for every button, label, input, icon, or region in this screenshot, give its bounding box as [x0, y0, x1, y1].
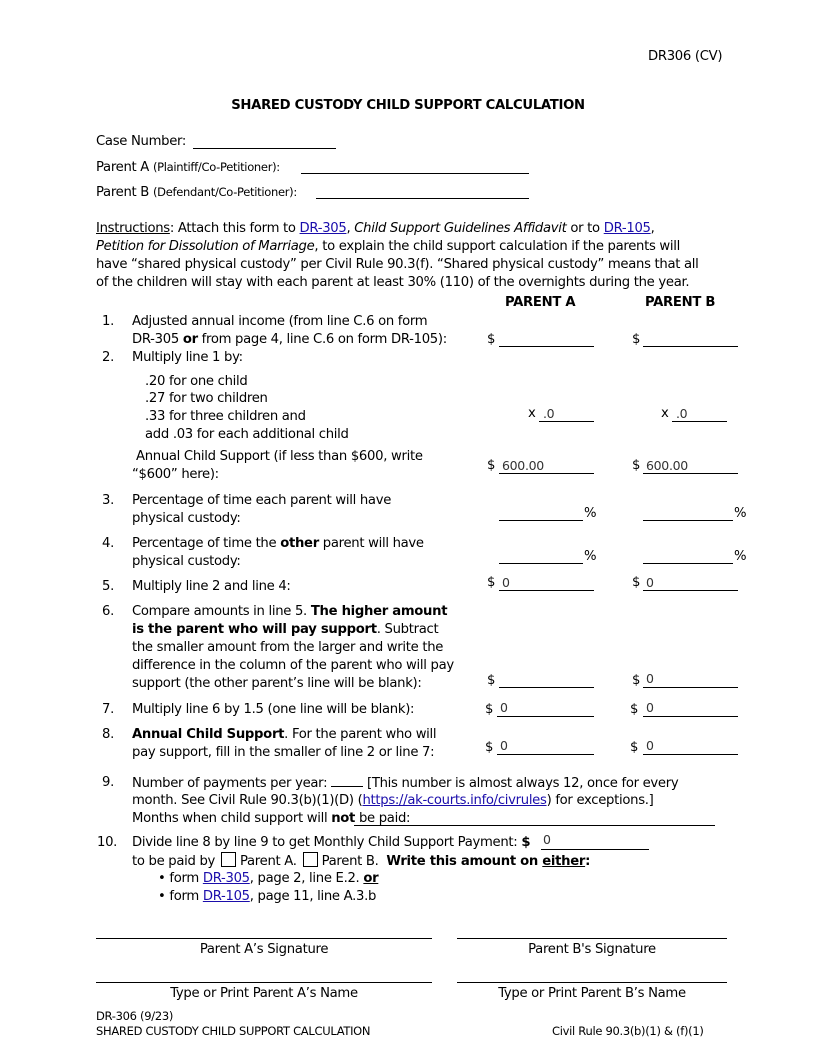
monthly-payment-value: 0	[543, 832, 551, 847]
line5-parent-a-input[interactable]	[499, 590, 594, 591]
line6-parent-b-input[interactable]	[643, 687, 738, 688]
line8-parent-a-value: 0	[500, 738, 508, 753]
bullet-dr105: • form DR-105, page 11, line A.3.b	[158, 889, 377, 904]
line5-parent-b-value: 0	[646, 575, 654, 590]
dollar-sign: $	[487, 332, 496, 347]
dr105-link[interactable]: DR-105	[603, 221, 651, 236]
line8-parent-b-value: 0	[646, 738, 654, 753]
item-8-text: Annual Child Support. For the parent who will	[132, 727, 437, 742]
item-9-text-2: month. See Civil Rule 90.3(b)(1)(D) (https://ak-courts.info/civrules) for exceptions.]	[132, 793, 654, 808]
item-number: 2.	[102, 350, 114, 365]
line7-parent-b-value: 0	[646, 700, 654, 715]
dollar-sign: $	[632, 458, 641, 473]
item-5-text: Multiply line 2 and line 4:	[132, 579, 291, 594]
percent-sign: %	[584, 506, 597, 521]
civrules-link[interactable]: https://ak-courts.info/civrules	[362, 793, 547, 808]
item-number: 7.	[102, 702, 114, 717]
item-10-text: Divide line 8 by line 9 to get Monthly Child Support Payment: $	[132, 835, 531, 850]
form-id: DR306 (CV)	[648, 49, 723, 64]
form-page: DR306 (CV) SHARED CUSTODY CHILD SUPPORT CALCULATION Case Number: Parent A (Plaintiff/Co-Petitioner): Parent B (Defendant/Co-Petitioner): Instructions: Attach this form to DR-305, Child Support Guidelines Affidavit or to DR-105, Petition for Dissolution of Marriage, to explain the child support calculation if the parents will have “shared physical custody” per Civil Rule 90.3(f). “Shared physical custody” means that all of the children will stay with each parent at least 30% (110) of the overnights during the year. PARENT A PARENT B 1. Adjusted annual income (from line C.6 on form DR-305 or from page 4, line C.6 on form DR-105): $ $ 2. Multiply line 1 by: .20 for one child .27 for two children .33 for three children and add .03 for each additional child x .0 x .0 Annual Child Support (if less than $600, write “$600” here): $ 600.00 $ 600.00 3. Percentage of time each parent will have physical custody: % % 4. Percentage of time the other parent will have physical custody: % % 5. Multiply line 2 and line 4: $ 0 $ 0 6. Compare amounts in line 5. The higher amount is the parent who will pay support. Subtract the smaller amount from the larger and write the difference in the column of the parent who will pay support (the other parent’s line will be blank): $ $ 0 7. Multiply line 6 by 1.5 (one line will be blank): $ 0 $ 0 8. Annual Child Support. For the parent who will pay support, fill in the smaller of line 2 or line 7: $ 0 $ 0 9. Number of payments per year: [This number is almost always 12, once for every month. See Civil Rule 90.3(b)(1)(D) (https://ak-courts.info/civrules) for exceptions.] Months when child support will not be paid: 10. Divide line 8 by line 9 to get Monthly Child Support Payment: $ 0 to be paid by Parent A. Parent B. Write this amount on either: • form DR-305, page 2, line E.2. or • form DR-105, page 11, line A.3.b Parent A’s Signature Parent B's Signature Type or Print Parent A’s Name Type or Print Parent B’s Name DR-306 (9/23) SHARED CUSTODY CHILD SUPPORT CALCULATION Civil Rule 90.3(b)(1) & (f)(1)	[0, 0, 816, 1056]
parent-a-signature-input[interactable]	[96, 938, 432, 939]
column-header-parent-b: PARENT B	[645, 295, 716, 310]
multiply-sign: x	[528, 406, 536, 421]
parent-a-printed-name-input[interactable]	[96, 982, 432, 983]
dollar-sign: $	[632, 575, 641, 590]
annual-support-text-2: “$600” here):	[132, 467, 219, 482]
parent-a-checkbox[interactable]	[221, 852, 236, 867]
line7-parent-a-input[interactable]	[497, 716, 594, 717]
item-3-text-2: physical custody:	[132, 511, 241, 526]
line8-parent-a-input[interactable]	[497, 754, 594, 755]
footer-form-code: DR-306 (9/23)	[96, 1009, 174, 1023]
page-title: SHARED CUSTODY CHILD SUPPORT CALCULATION	[231, 98, 585, 113]
item-1-text-2: DR-305 or from page 4, line C.6 on form DR-105):	[132, 332, 447, 347]
item-number: 9.	[102, 775, 114, 790]
item-number: 6.	[102, 604, 114, 619]
line8-parent-b-input[interactable]	[643, 754, 738, 755]
monthly-payment-input[interactable]	[541, 849, 649, 850]
case-number-input[interactable]	[193, 148, 336, 149]
item-number: 1.	[102, 314, 114, 329]
multiplier-option: add .03 for each additional child	[145, 427, 349, 442]
item-8-text-2: pay support, fill in the smaller of line 2 or line 7:	[132, 745, 435, 760]
item-7-text: Multiply line 6 by 1.5 (one line will be blank):	[132, 702, 415, 717]
item-4-text: Percentage of time the other parent will have	[132, 536, 424, 551]
line2-multiplier-parent-a-value: .0	[543, 406, 555, 421]
item-6-text-3: the smaller amount from the larger and write the	[132, 640, 444, 655]
line6-parent-b-value: 0	[646, 671, 654, 686]
item-9-text: Number of payments per year: [This number is almost always 12, once for every	[132, 776, 679, 791]
dollar-sign: $	[632, 332, 641, 347]
parent-b-signature-input[interactable]	[457, 938, 727, 939]
item-6-text: Compare amounts in line 5. The higher amount	[132, 604, 448, 619]
line1-parent-a-input[interactable]	[499, 346, 594, 347]
parent-b-name-label: Type or Print Parent B’s Name	[498, 986, 686, 1001]
parent-a-name-input[interactable]	[301, 173, 529, 174]
dollar-sign: $	[487, 673, 496, 688]
multiplier-option: .27 for two children	[145, 391, 268, 406]
parent-b-label: Parent B (Defendant/Co-Petitioner):	[96, 185, 297, 200]
line3-parent-a-input[interactable]	[499, 520, 583, 521]
item-10-text-2: to be paid by Parent A. Parent B. Write this amount on either:	[132, 854, 591, 869]
parent-b-signature-label: Parent B's Signature	[528, 942, 656, 957]
item-2-text: Multiply line 1 by:	[132, 350, 243, 365]
footer-rule: Civil Rule 90.3(b)(1) & (f)(1)	[552, 1024, 704, 1038]
dollar-sign: $	[487, 458, 496, 473]
line7-parent-b-input[interactable]	[643, 716, 738, 717]
dr305-link-2[interactable]: DR-305	[202, 871, 250, 886]
multiplier-option: .20 for one child	[145, 374, 248, 389]
line6-parent-a-input[interactable]	[499, 687, 594, 688]
percent-sign: %	[734, 506, 747, 521]
column-header-parent-a: PARENT A	[505, 295, 576, 310]
line5-parent-b-input[interactable]	[643, 590, 738, 591]
dollar-sign: $	[487, 575, 496, 590]
percent-sign: %	[734, 549, 747, 564]
dr105-link-2[interactable]: DR-105	[202, 889, 250, 904]
percent-sign: %	[584, 549, 597, 564]
item-9-text-3: Months when child support will not be paid:	[132, 811, 411, 826]
annual-support-text: Annual Child Support (if less than $600, write	[136, 449, 423, 464]
item-number: 8.	[102, 727, 114, 742]
item-3-text: Percentage of time each parent will have	[132, 493, 392, 508]
item-4-text-2: physical custody:	[132, 554, 241, 569]
line5-parent-a-value: 0	[502, 575, 510, 590]
bullet-dr305: • form DR-305, page 2, line E.2. or	[158, 871, 379, 886]
months-not-paid-input[interactable]	[354, 825, 715, 826]
line7-parent-a-value: 0	[500, 700, 508, 715]
dr305-link[interactable]: DR-305	[299, 221, 347, 236]
dollar-sign: $	[485, 702, 494, 717]
item-number: 10.	[97, 835, 118, 850]
line3-parent-b-input[interactable]	[643, 520, 733, 521]
line4-parent-a-input[interactable]	[499, 563, 583, 564]
item-number: 4.	[102, 536, 114, 551]
multiplier-option: .33 for three children and	[145, 409, 306, 424]
parent-b-name-input[interactable]	[316, 198, 529, 199]
case-number-label: Case Number:	[96, 134, 187, 149]
dollar-sign: $	[630, 702, 639, 717]
item-6-text-5: support (the other parent’s line will be blank):	[132, 676, 422, 691]
item-number: 3.	[102, 493, 114, 508]
item-number: 5.	[102, 579, 114, 594]
annual-support-parent-b-value: 600.00	[646, 458, 688, 473]
parent-b-checkbox[interactable]	[303, 852, 318, 867]
dollar-sign: $	[630, 740, 639, 755]
dollar-sign: $	[485, 740, 494, 755]
annual-support-parent-a-value: 600.00	[502, 458, 544, 473]
multiply-sign: x	[661, 406, 669, 421]
dollar-sign: $	[632, 673, 641, 688]
payments-per-year-input[interactable]	[331, 774, 363, 787]
item-6-text-2: is the parent who will pay support. Subtract	[132, 622, 439, 637]
line1-parent-b-input[interactable]	[643, 346, 738, 347]
line4-parent-b-input[interactable]	[643, 563, 733, 564]
parent-b-printed-name-input[interactable]	[457, 982, 727, 983]
line2-multiplier-parent-b-value: .0	[676, 406, 688, 421]
item-1-text: Adjusted annual income (from line C.6 on form	[132, 314, 428, 329]
footer-form-title: SHARED CUSTODY CHILD SUPPORT CALCULATION	[96, 1024, 371, 1038]
item-6-text-4: difference in the column of the parent who will pay	[132, 658, 454, 673]
parent-a-label: Parent A (Plaintiff/Co-Petitioner):	[96, 160, 280, 175]
parent-a-signature-label: Parent A’s Signature	[199, 942, 329, 957]
parent-a-name-label: Type or Print Parent A’s Name	[170, 986, 358, 1001]
